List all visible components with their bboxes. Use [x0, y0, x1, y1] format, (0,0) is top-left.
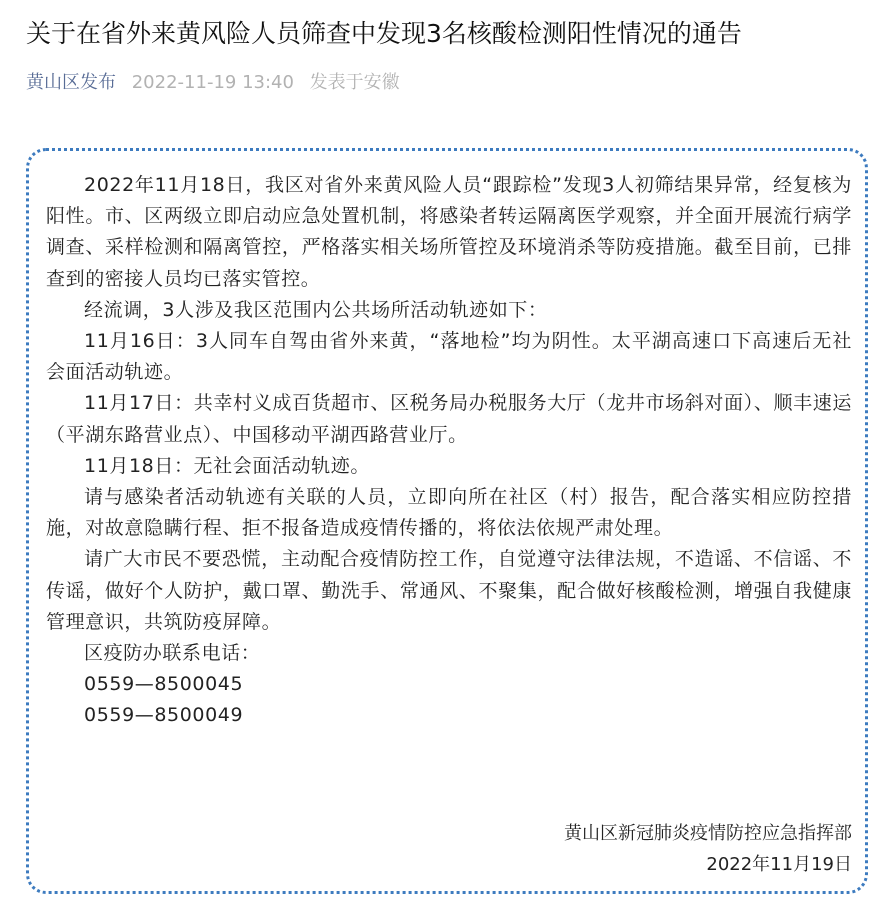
publish-time: 2022-11-19 13:40	[131, 72, 294, 93]
notice-contact-phone-1: 0559—8500045	[84, 673, 244, 696]
notice-contact-phone-2: 0559—8500049	[84, 704, 244, 727]
notice-paragraph-trajectory-intro: 经流调，3人涉及我区范围内公共场所活动轨迹如下：	[84, 298, 548, 321]
notice-paragraph-report-request: 请与感染者活动轨迹有关联的人员，立即向所在社区（村）报告，配合落实相应防控措施，对故意隐瞒行程、拒不报备造成疫情传播的，将依法依规严肃处理。	[46, 486, 852, 540]
publish-location: 发表于安徽	[309, 72, 400, 93]
notice-paragraph-public-advice: 请广大市民不要恐慌，主动配合疫情防控工作，自觉遵守法律法规，不造谣、不信谣、不传谣，做好个人防护，戴口罩、勤洗手、常通风、不聚集，配合做好核酸检测，增强自我健康管理意识，共筑防疫屏障。	[46, 548, 852, 633]
notice-contact-label: 区疫防办联系电话：	[84, 642, 261, 665]
notice-body	[46, 170, 852, 732]
signature-date: 2022年11月19日	[706, 854, 852, 875]
account-name-link[interactable]: 黄山区发布	[26, 72, 116, 93]
notice-paragraph-nov16: 11月16日：3人同车自驾由省外来黄，“落地检”均为阴性。太平湖高速口下高速后无社会面活动轨迹。	[46, 330, 852, 384]
article-title: 关于在省外来黄风险人员筛查中发现3名核酸检测阳性情况的通告	[26, 19, 742, 48]
article-meta	[26, 68, 400, 98]
notice-paragraph-nov18: 11月18日：无社会面活动轨迹。	[84, 454, 370, 477]
notice-signature	[564, 818, 852, 880]
signature-organization: 黄山区新冠肺炎疫情防控应急指挥部	[564, 823, 852, 844]
notice-paragraph-intro: 2022年11月18日，我区对省外来黄风险人员“跟踪检”发现3人初筛结果异常，经复核为阳性。市、区两级立即启动应急处置机制，将感染者转运隔离医学观察，并全面开展流行病学调查、采样检测和隔离管控，严格落实相关场所管控及环境消杀等防疫措施。截至目前，已排查到的密接人员均已落实管控。	[46, 174, 852, 290]
notice-paragraph-nov17: 11月17日：共幸村义成百货超市、区税务局办税服务大厅（龙井市场斜对面）、顺丰速运（平湖东路营业点）、中国移动平湖西路营业厅。	[46, 392, 852, 446]
